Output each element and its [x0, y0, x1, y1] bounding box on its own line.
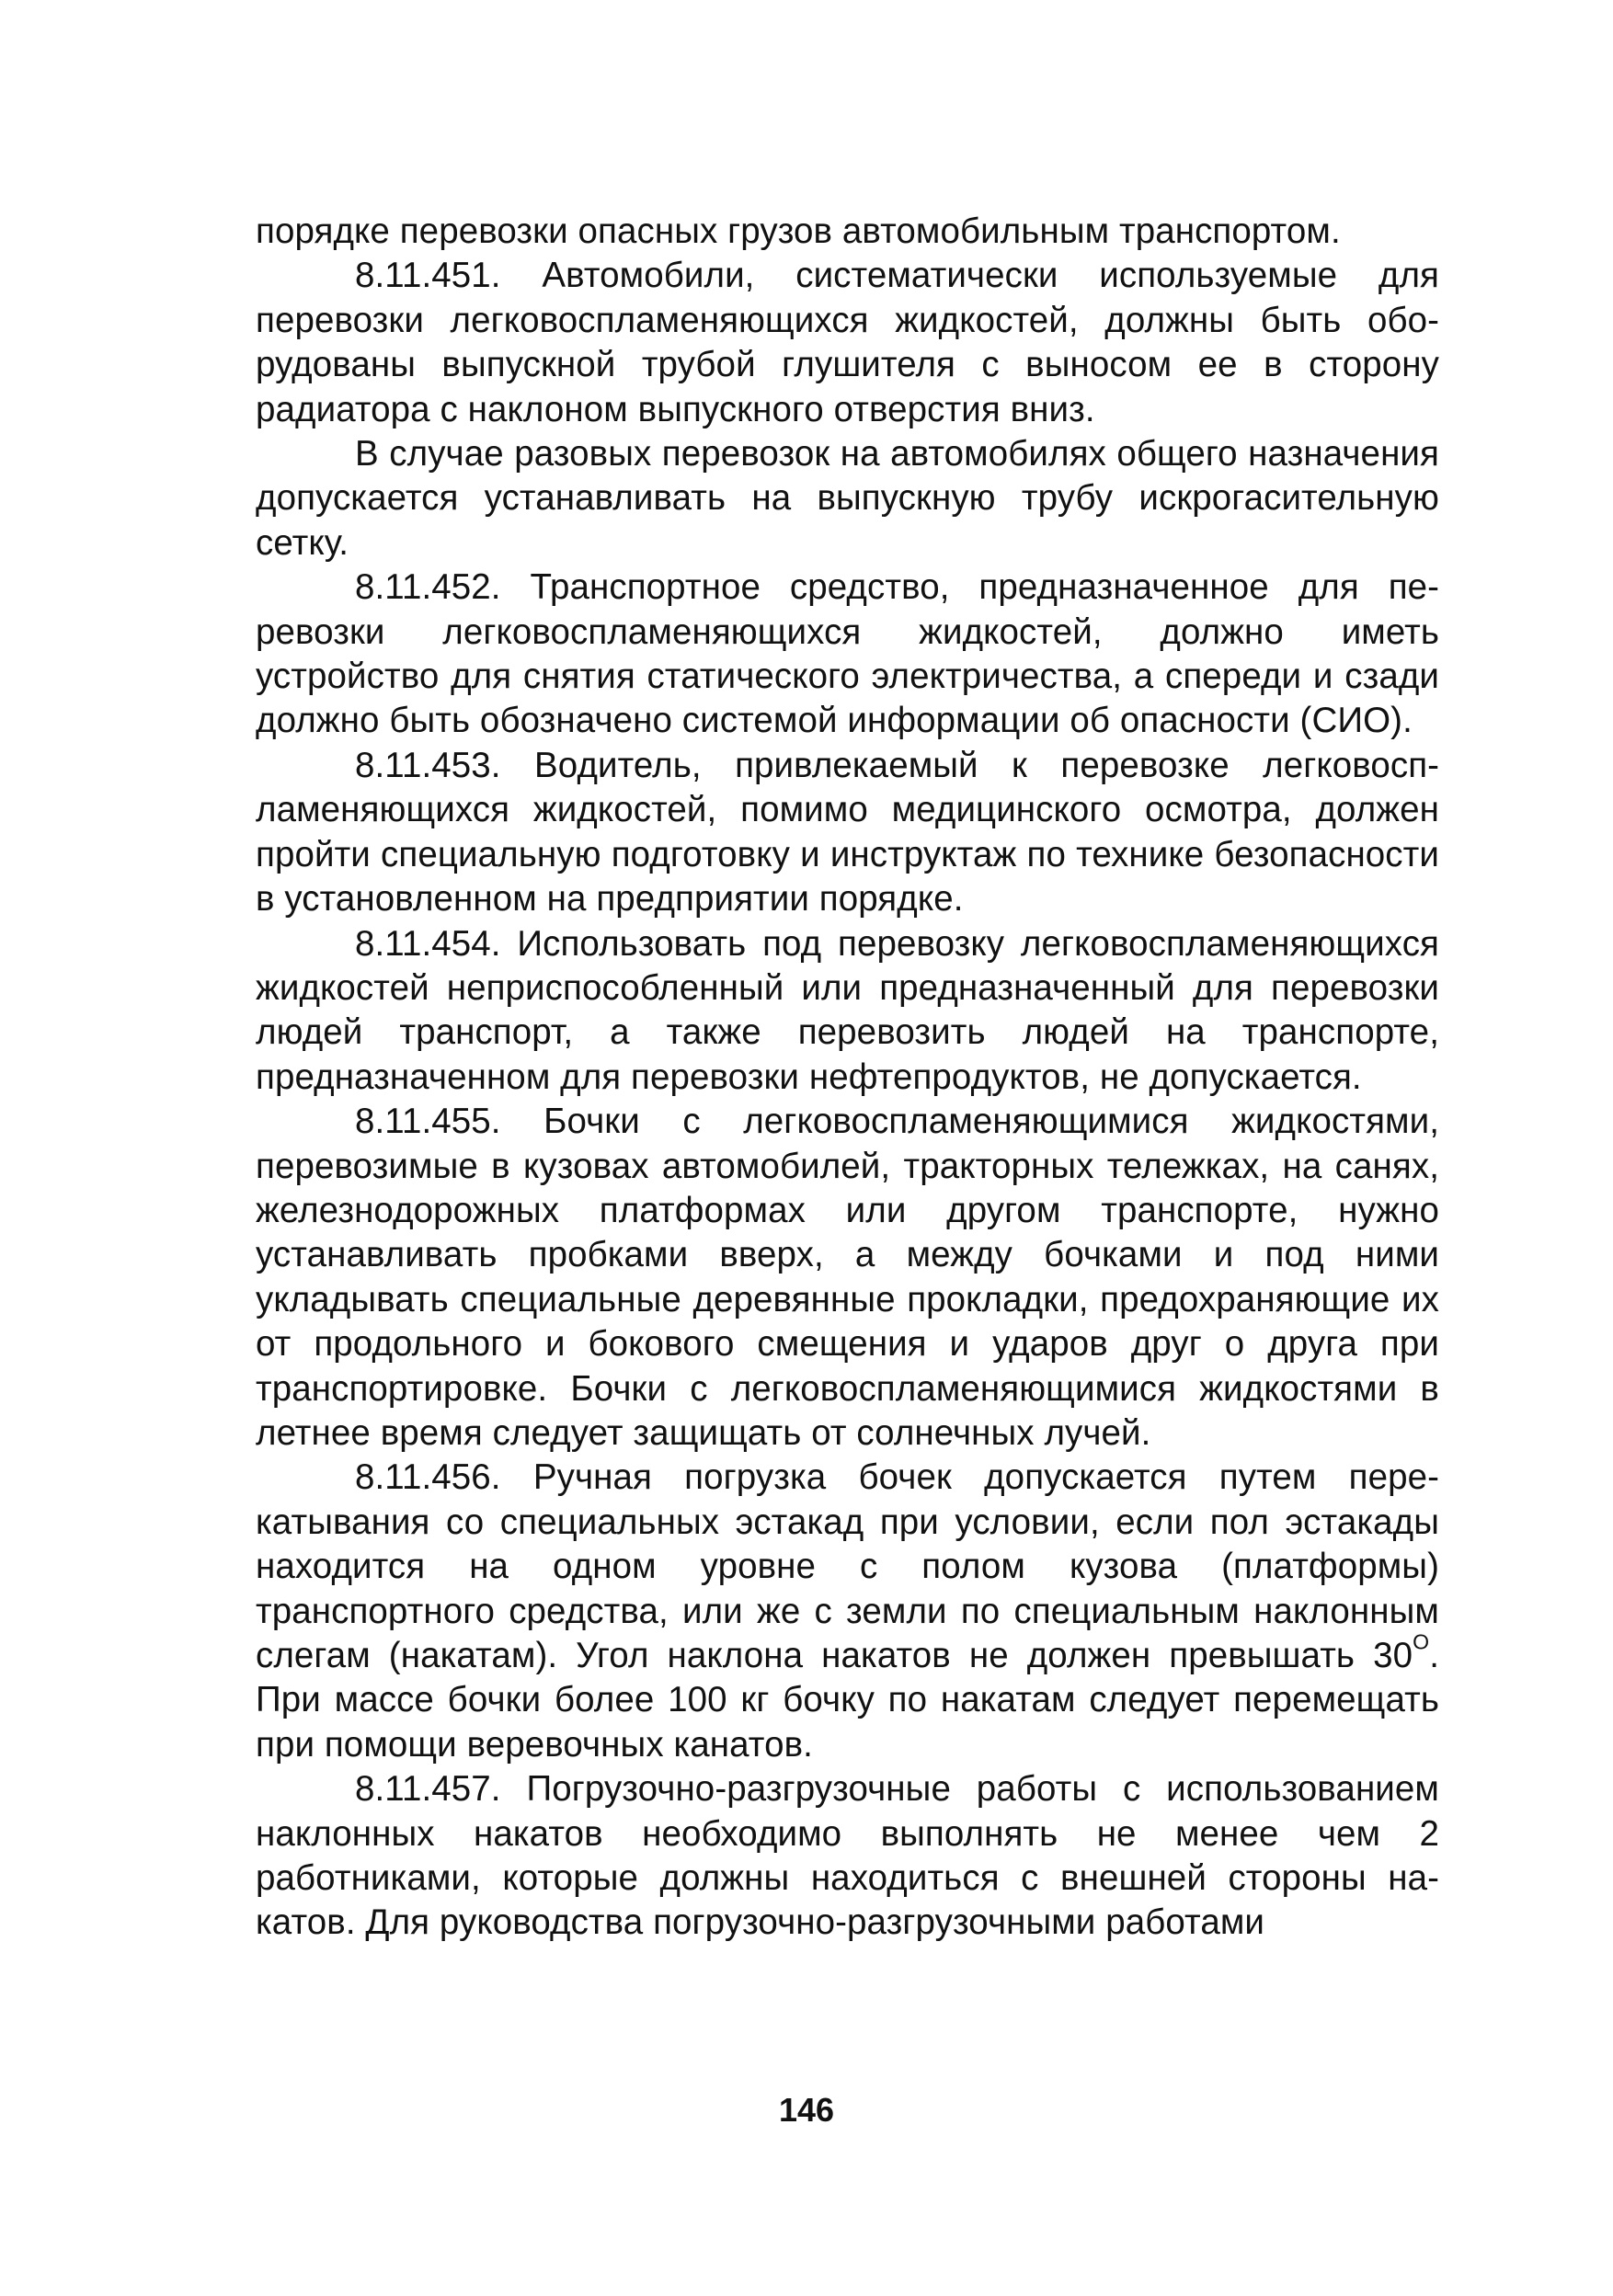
paragraph-8-11-453: 8.11.453. Водитель, привлекаемый к перевозке легковоспламеняющихся жидкостей, помимо медицинского осмотра, должен пройти специальную подготовку и инструктаж по технике безопасности в установленном на предприятии порядке.	[256, 745, 1439, 920]
paragraph-8-11-454: 8.11.454. Использовать под перевозку легковоспламеняющихся жидкостей неприспособленный или предназначенный для перевозки людей транспорт, а также перевозить людей на транспорте, предназначенном для перевозки нефтепродуктов, не допускается.	[256, 923, 1439, 1097]
paragraph-one-time-transport: В случае разовых перевозок на автомобилях общего назначения допускается устанавливать на выпускную трубу искрогасительную сетку.	[256, 434, 1439, 563]
paragraph-8-11-456-text-b: . При массе бочки более 100 кг бочку по накатам следует перемещать при помощи веревочных канатов.	[256, 1636, 1439, 1765]
paragraph-continuation: порядке перевозки опасных грузов автомобильным транспортом.	[256, 211, 1341, 251]
degree-mark: О	[1413, 1629, 1430, 1654]
paragraph-8-11-455: 8.11.455. Бочки с легковоспламеняющимися жидкостями, перевозимые в кузовах автомобилей, тракторных тележках, на санях, железнодорожных платформах или другом транспорте, нужно устанавливать пробками вверх, а между бочками и под ними укладывать специальные деревянные прокладки, предохраняющие их от продольного и бокового смещения и ударов друг о друга при транспортировке. Бочки с легковоспламеняющимися жидкостями в летнее время следует защищать от солнечных лучей.	[256, 1102, 1439, 1453]
paragraph-8-11-456	[256, 1456, 1439, 1767]
paragraph-8-11-452: 8.11.452. Транспортное средство, предназначенное для перевозки легковоспламеняющихся жидкостей, должно иметь устройство для снятия статического электричества, а спереди и сзади должно быть обозначено системой информации об опасности (СИО).	[256, 567, 1439, 741]
paragraph-8-11-457: 8.11.457. Погрузочно-разгрузочные работы с использованием наклонных накатов необходимо выполнять не менее чем 2 работниками, которые должны находиться с внешней стороны накатов. Для руководства погрузочно-разгрузочными работами	[256, 1769, 1439, 1943]
page-number: 146	[778, 2091, 835, 2129]
paragraph-8-11-451: 8.11.451. Автомобили, систематически используемые для перевозки легковоспламеняющихся жидкостей, должны быть оборудованы выпускной трубой глушителя с выносом ее в сторону радиатора с наклоном выпускного отверстия вниз.	[256, 256, 1439, 429]
paragraph-8-11-456-text-a: 8.11.456. Ручная погрузка бочек допускается путем перекатывания со специальных эстакад при условии, если пол эстакады находится на одном уровне с полом кузова (платформы) транспортного средства, или же с земли по специальным наклонным слегам (накатам). Угол наклона накатов не должен превышать 30	[256, 1457, 1439, 1675]
body-text	[256, 210, 1439, 1946]
